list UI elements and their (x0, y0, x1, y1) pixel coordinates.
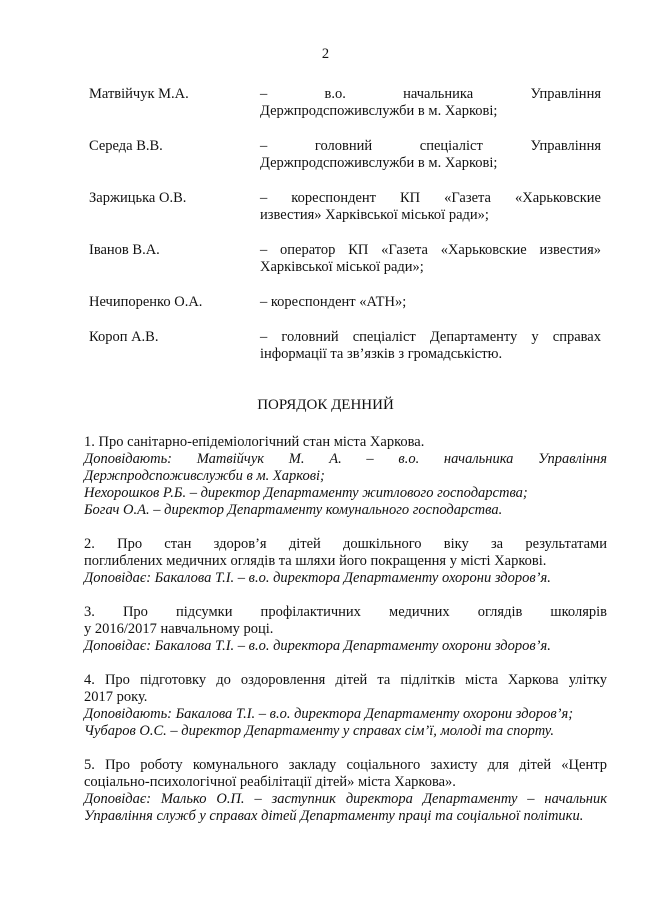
attendee-row (89, 190, 601, 224)
attendee-role (260, 242, 601, 276)
attendee-role (260, 190, 601, 224)
agenda-title-line: 2. Про стан здоров’я дітей дошкільного віку за результатами (84, 536, 607, 552)
speaker-text: Доповідає: Бакалова Т.І. – в.о. директора Департаменту охорони здоров’я. (84, 638, 551, 654)
attendee-row (89, 138, 601, 172)
attendee-row (89, 242, 601, 276)
role-line: Держпродспоживслужби в м. Харкові; (260, 155, 498, 171)
role-line: известия» Харківської міської ради»; (260, 207, 489, 223)
role-line: Держпродспоживслужби в м. Харкові; (260, 103, 498, 119)
agenda-title-line: 2017 року. (84, 689, 148, 705)
speaker-text: Доповідає: Бакалова Т.І. – в.о. директора Департаменту охорони здоров’я. (84, 570, 551, 586)
agenda-title-line: соціально-психологічної реабілітації дітей» міста Харкова». (84, 774, 456, 790)
speaker-line (84, 502, 607, 519)
attendee-role (260, 138, 601, 172)
speaker-line (84, 706, 607, 723)
agenda-item (84, 672, 607, 740)
speaker-line (84, 791, 607, 825)
section-title: ПОРЯДОК ДЕННИЙ (257, 397, 394, 413)
role-line: – головний спеціаліст Управління (260, 138, 601, 154)
speaker-text: Чубаров О.С. – директор Департаменту у справах сім’ї, молоді та спорту. (84, 723, 554, 739)
agenda-item (84, 434, 607, 519)
role-line: – оператор КП «Газета «Харьковские известия» (260, 242, 601, 258)
role-line: – в.о. начальника Управління (260, 86, 601, 102)
attendee-name: Заржицька О.В. (89, 190, 187, 206)
agenda-title-line: 4. Про підготовку до оздоровлення дітей та підлітків міста Харкова улітку (84, 672, 607, 688)
attendee-row (89, 329, 601, 363)
agenda-item (84, 604, 607, 655)
speaker-text: Держпродспоживслужби в м. Харкові; (84, 468, 325, 484)
speaker-line (84, 485, 607, 502)
speaker-line (84, 723, 607, 740)
role-line: – головний спеціаліст Департаменту у справах (260, 329, 601, 345)
speaker-text: Доповідає: Малько О.П. – заступник директора Департаменту – начальник (84, 791, 607, 807)
speaker-text: Доповідають: Бакалова Т.І. – в.о. директора Департаменту охорони здоров’я; (84, 706, 574, 722)
role-line: – кореспондент КП «Газета «Харьковские (260, 190, 601, 206)
agenda-title (84, 604, 607, 638)
speaker-text: Доповідають: Матвійчук М. А. – в.о. начальника Управління (84, 451, 607, 467)
agenda-title-line: 1. Про санітарно-епідеміологічний стан міста Харкова. (84, 434, 425, 450)
role-line: інформації та зв’язків з громадськістю. (260, 346, 503, 362)
agenda-title-line: у 2016/2017 навчальному році. (84, 621, 274, 637)
speaker-line (84, 638, 607, 655)
agenda-title (84, 434, 607, 451)
attendee-list (89, 86, 601, 381)
attendee-role (260, 294, 601, 311)
attendee-role (260, 329, 601, 363)
speaker-line (84, 570, 607, 587)
attendee-name: Нечипоренко О.А. (89, 294, 203, 310)
attendee-row (89, 294, 601, 311)
agenda-title-line: 3. Про підсумки профілактичних медичних оглядів школярів (84, 604, 607, 620)
speaker-text: Управління служб у справах дітей Департаменту праці та соціальної політики. (84, 808, 584, 824)
agenda-title-line: поглиблених медичних оглядів та шляхи його покращення у місті Харкові. (84, 553, 547, 569)
agenda-title (84, 536, 607, 570)
role-line: – кореспондент «АТН»; (260, 294, 407, 310)
agenda-title (84, 757, 607, 791)
agenda-item (84, 757, 607, 825)
attendee-name: Іванов В.А. (89, 242, 160, 258)
speaker-line (84, 451, 607, 485)
page-number: 2 (321, 46, 330, 62)
speaker-text: Нехорошков Р.Б. – директор Департаменту житлового господарства; (84, 485, 528, 501)
role-line: Харківської міської ради»; (260, 259, 424, 275)
attendee-name: Середа В.В. (89, 138, 163, 154)
attendee-name: Короп А.В. (89, 329, 159, 345)
attendee-row (89, 86, 601, 120)
agenda-title-line: 5. Про роботу комунального закладу соціального захисту для дітей «Центр (84, 757, 607, 773)
speaker-text: Богач О.А. – директор Департаменту комунального господарства. (84, 502, 503, 518)
agenda-title (84, 672, 607, 706)
agenda-list (84, 434, 607, 842)
attendee-role (260, 86, 601, 120)
attendee-name: Матвійчук М.А. (89, 86, 189, 102)
agenda-item (84, 536, 607, 587)
